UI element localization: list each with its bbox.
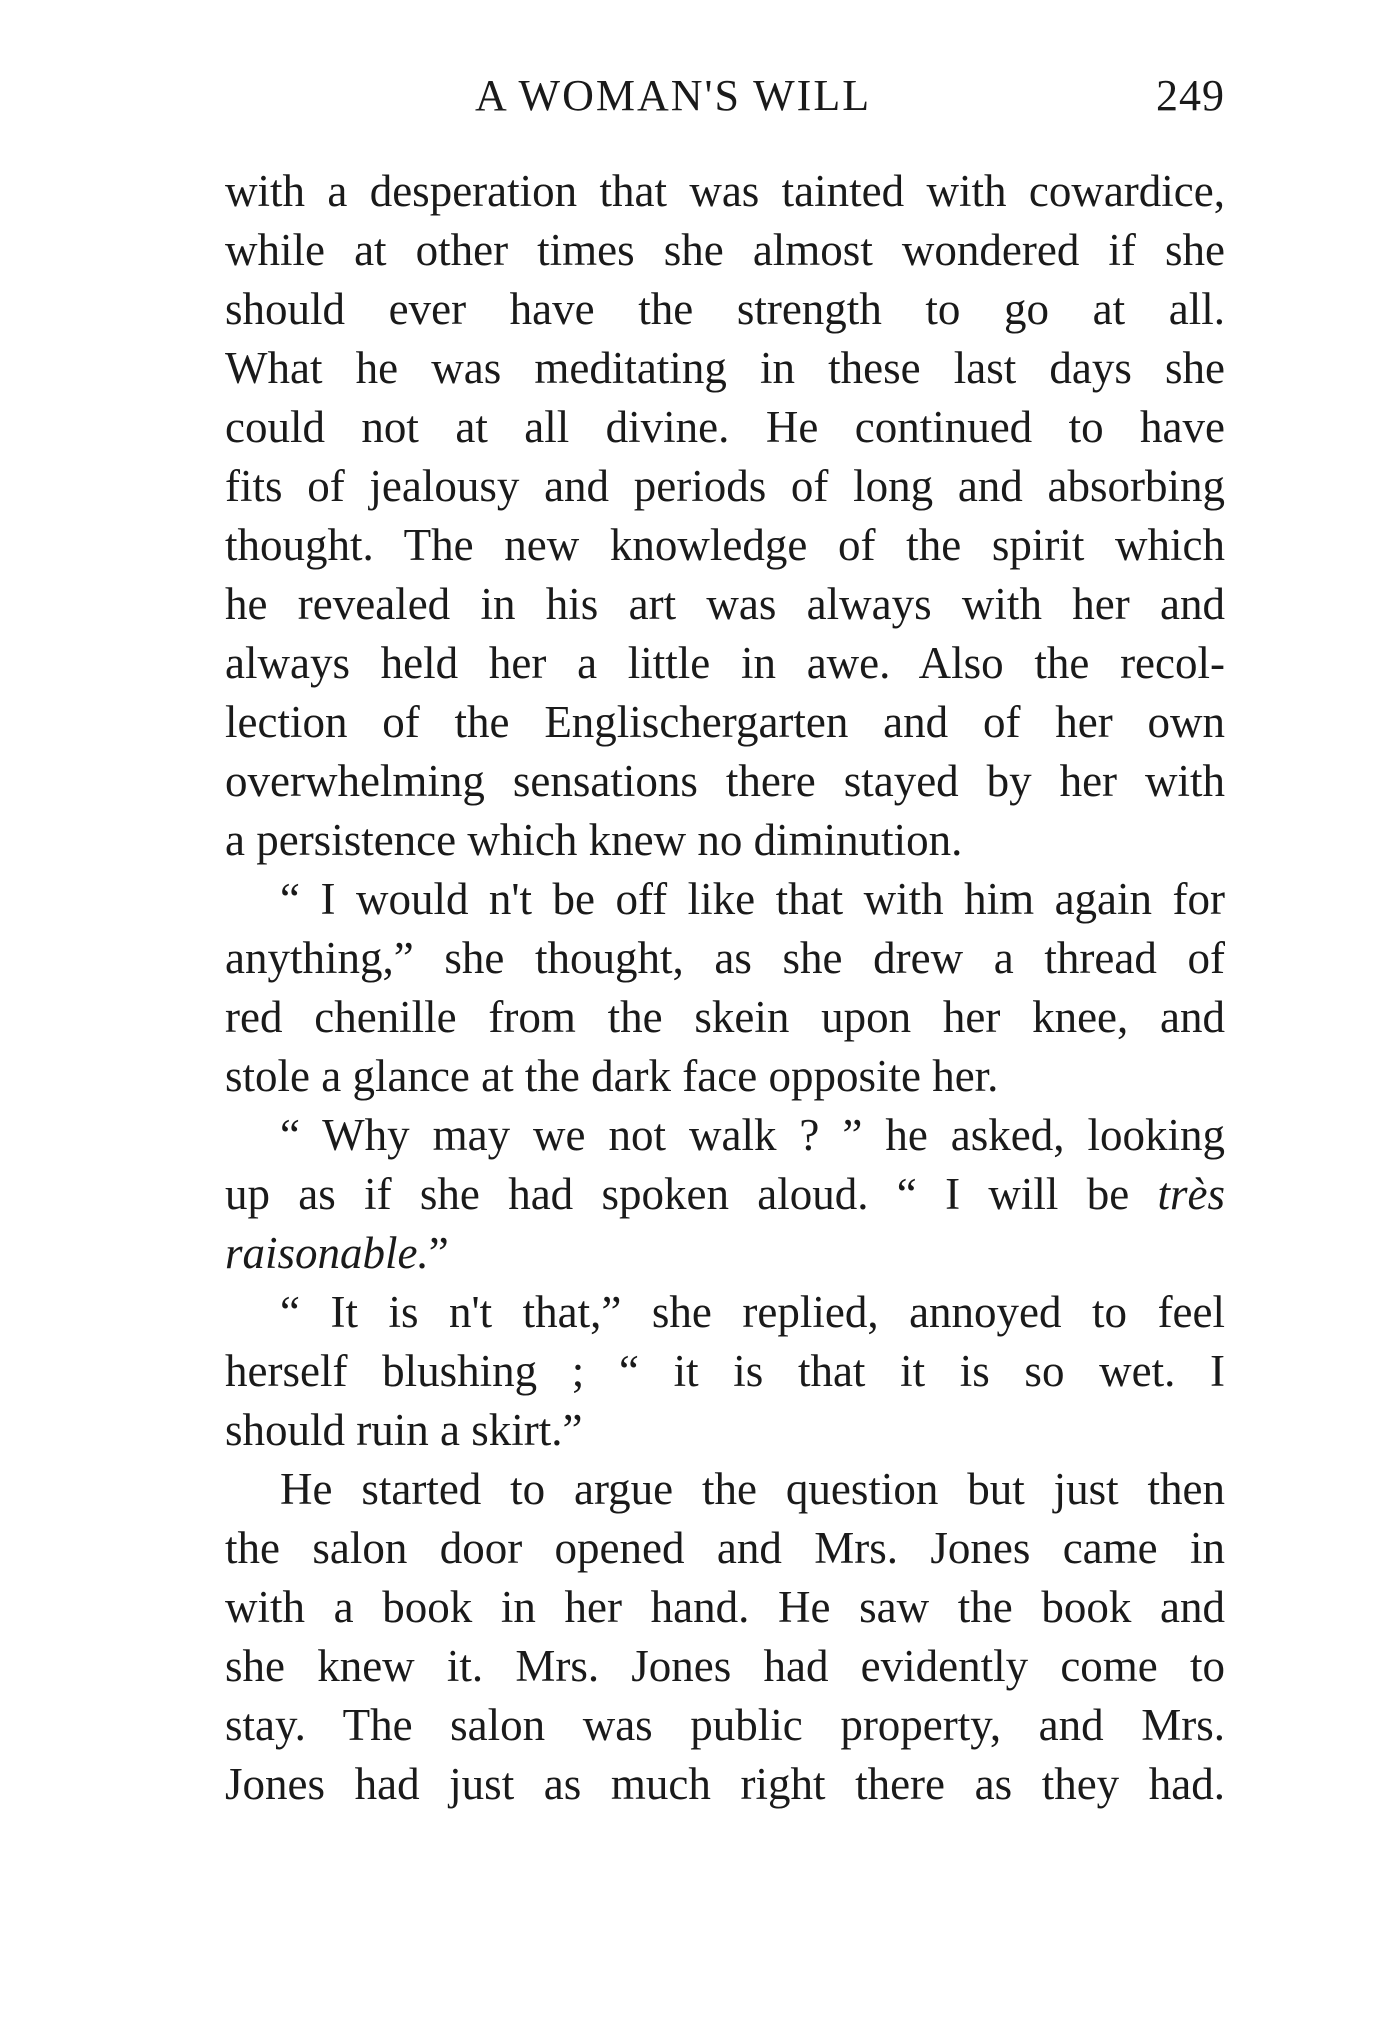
text-line: stole a glance at the dark face opposite her. [225, 1051, 999, 1101]
italic-word: raisonable. [225, 1228, 429, 1278]
running-title: A WOMAN'S WILL [475, 71, 872, 120]
text-line: she knew it. Mrs. Jones had evidently come to [225, 1641, 1225, 1691]
text-line: He started to argue the question but just then [280, 1464, 1225, 1514]
text-line: the salon door opened and Mrs. Jones came in [225, 1523, 1225, 1573]
text-line [225, 1224, 1225, 1283]
text-line: lection of the Englischergarten and of her own [225, 697, 1225, 747]
text-line: should ruin a skirt.” [225, 1405, 583, 1455]
text-line: What he was meditating in these last days she [225, 343, 1225, 393]
text-line: while at other times she almost wondered if she [225, 225, 1225, 275]
text-line: always held her a little in awe. Also the recol- [225, 638, 1225, 688]
body-text [225, 162, 1225, 1814]
text-line: “ Why may we not walk ? ” he asked, looking [280, 1110, 1225, 1160]
text-line: anything,” she thought, as she drew a thread of [225, 933, 1225, 983]
text-line: he revealed in his art was always with her and [225, 579, 1225, 629]
text-line: with a desperation that was tainted with cowardice, [225, 166, 1225, 216]
running-head [225, 70, 1225, 130]
text-line: stay. The salon was public property, and Mrs. [225, 1700, 1225, 1750]
text-line: should ever have the strength to go at all. [225, 284, 1225, 334]
italic-word: très [1157, 1169, 1225, 1219]
text-line: herself blushing ; “ it is that it is so wet. I [225, 1346, 1225, 1396]
text-line: red chenille from the skein upon her knee, and [225, 992, 1225, 1042]
text-line: Jones had just as much right there as they had. [225, 1759, 1225, 1809]
text-segment: up as if she had spoken aloud. “ I will be [225, 1169, 1158, 1219]
text-line: “ I would n't be off like that with him again for [280, 874, 1225, 924]
page-number: 249 [1156, 71, 1225, 120]
text-line: fits of jealousy and periods of long and absorbing [225, 461, 1225, 511]
text-line: could not at all divine. He continued to have [225, 402, 1225, 452]
text-line: thought. The new knowledge of the spirit which [225, 520, 1225, 570]
text-line: with a book in her hand. He saw the book and [225, 1582, 1225, 1632]
text-line: overwhelming sensations there stayed by her with [225, 756, 1225, 806]
text-line: “ It is n't that,” she replied, annoyed to feel [280, 1287, 1225, 1337]
text-line: a persistence which knew no diminution. [225, 815, 963, 865]
text-line [225, 1165, 1225, 1224]
text-segment: ” [428, 1228, 449, 1278]
